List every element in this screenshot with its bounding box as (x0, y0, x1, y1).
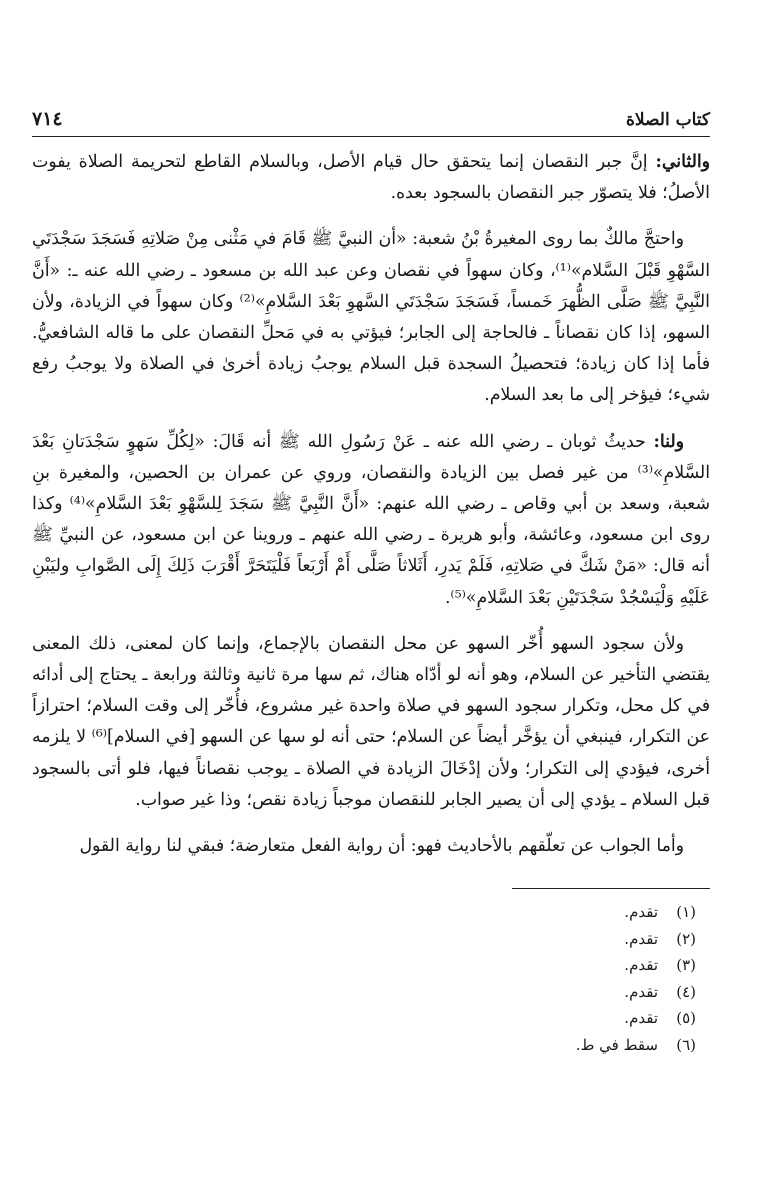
footnote (32, 899, 710, 926)
paragraph-lead: ولنا: (653, 431, 684, 452)
paragraph-text: واحتجَّ مالكٌ بما روى المغيرةُ بْنُ شعبة: «أن النبيَّ ﷺ قَامَ في مَثْنى مِنْ صَلاتِهِ فَسَجَدَ سَجْدَتَي السَّهْوِ قَبْلَ السَّلام»⁽¹⁾، وكان سهواً في نقصان وعن عبد الله بن مسعود ـ رضي الله عنه ـ: «أَنَّ النَّبِيَّ ﷺ صَلَّى الظُّهرَ خَمساً، فَسَجَدَ سَجْدَتَي السَّهوِ بَعْدَ السَّلامِ»⁽²⁾ وكان سهواً في الزيادة، ولأن السهو، إذا كان نقصاناً ـ فالحاجة إلى الجابر؛ فيؤتي به في مَحلِّ النقصان على ما قاله الشافعيُّ. فأما إذا كان زيادة؛ فتحصيلُ السجدة قبل السلام يوجبُ زيادة أخرىٰ في الصلاة ولا يوجبُ رفع شيء؛ فيؤخر إلى ما بعد السلام. (32, 229, 711, 406)
book-title: كتاب الصلاة (625, 110, 710, 130)
paragraph-text: وأما الجواب عن تعلّقهم بالأحاديث فهو: أن رواية الفعل متعارضة؛ فبقي لنا رواية القول (79, 836, 684, 857)
paragraph (32, 427, 710, 614)
footnote-text: تقدم. (624, 1009, 658, 1028)
footnote-number: (٣) (676, 956, 696, 975)
footnote-text: تقدم. (624, 982, 658, 1001)
footnote-text: تقدم. (624, 903, 658, 922)
page-number: ٧١٤ (32, 108, 63, 130)
paragraph-text: ولأن سجود السهو أُخّر السهو عن محل النقصان بالإجماع، وإنما كان لمعنى، ذلك المعنى يقتضي التأخير عن السلام، وهو أنه لو أدّاه هناك، ثم سها مرة ثانية وثالثة ورابعة ـ يحتاج إلى أدائه في كل محل، وتكرار سجود السهو في صلاة واحدة غير مشروع، فأُخّر إلى وقت السلام؛ احترازاً عن التكرار، فينبغي أن يؤخَّر أيضاً عن السلام؛ حتى أنه لو سها عن السهو [في السلام]⁽⁶⁾ لا يلزمه أخرى، فيؤدي إلى التكرار؛ ولأن إدْخَالَ الزيادة في الصلاة ـ يوجب نقصاناً فيها، فلو أتى بالسجود قبل السلام ـ يؤدي إلى أن يصير الجابر للنقصان موجباً زيادة نقص؛ وذا غير صواب. (32, 633, 710, 810)
footnote-number: (٢) (676, 929, 696, 948)
footnote (32, 926, 710, 953)
footnote-text: سقط في ط. (575, 1035, 658, 1054)
paragraph (32, 629, 710, 816)
paragraph-text: حديثُ ثوبان ـ رضي الله عنه ـ عَنْ رَسُولِ الله ﷺ أنه قَالَ: «لِكُلِّ سَهوٍ سَجْدَتانِ بَعْدَ السَّلامِ»⁽³⁾ من غير فصل بين الزيادة والنقصان، وروي عن عمران بن الحصين، والمغيرة بنِ شعبة، وسعد بن أبي وقاص ـ رضي الله عنهم: «أَنَّ النَّبِيَّ ﷺ سَجَدَ لِلسَّهْوِ بَعْدَ السَّلامِ»⁽⁴⁾ وكذا روى ابن مسعود، وعائشة، وأبو هريرة ـ رضي الله عنهم ـ وروينا عن ابن مسعود، عن النبيِّ ﷺ أنه قال: «مَنْ شَكَّ في صَلاتِهِ، فَلَمْ يَدرِ، أَثَلاثاً صَلَّى أَمْ أَرْبَعاً فَلْيَتَحَرَّ أَقْرَبَ ذَلِكَ إِلَى الصَّوابِ وليَبْنِ عَلَيْهِ وَلْيَسْجُدْ سَجْدَتَيْنِ بَعْدَ السَّلامِ»⁽⁵⁾. (32, 431, 710, 608)
footnote (32, 1032, 710, 1059)
footnotes (32, 899, 710, 1058)
footnote-number: (٤) (676, 982, 696, 1001)
page (32, 108, 710, 1058)
footnote-number: (٦) (676, 1035, 696, 1054)
footnote (32, 979, 710, 1006)
paragraph-lead: والثاني: (655, 152, 710, 172)
footnote-number: (١) (676, 903, 696, 922)
footnote-divider (512, 888, 710, 889)
footnote (32, 1005, 710, 1032)
paragraph (32, 224, 710, 411)
footnote-text: تقدم. (624, 929, 658, 948)
footnote-text: تقدم. (624, 956, 658, 975)
footnote (32, 952, 710, 979)
paragraph (32, 831, 710, 862)
paragraph-text: إنَّ جبر النقصان إنما يتحقق حال قيام الأصل، وبالسلام القاطع لتحريمة الصلاة يفوت الأصلُ؛ فلا يتصوّر جبر النقصان بالسجود بعده. (32, 152, 710, 204)
footnote-number: (٥) (676, 1009, 696, 1028)
running-header (32, 108, 710, 137)
main-text (32, 147, 710, 862)
paragraph (32, 147, 710, 209)
